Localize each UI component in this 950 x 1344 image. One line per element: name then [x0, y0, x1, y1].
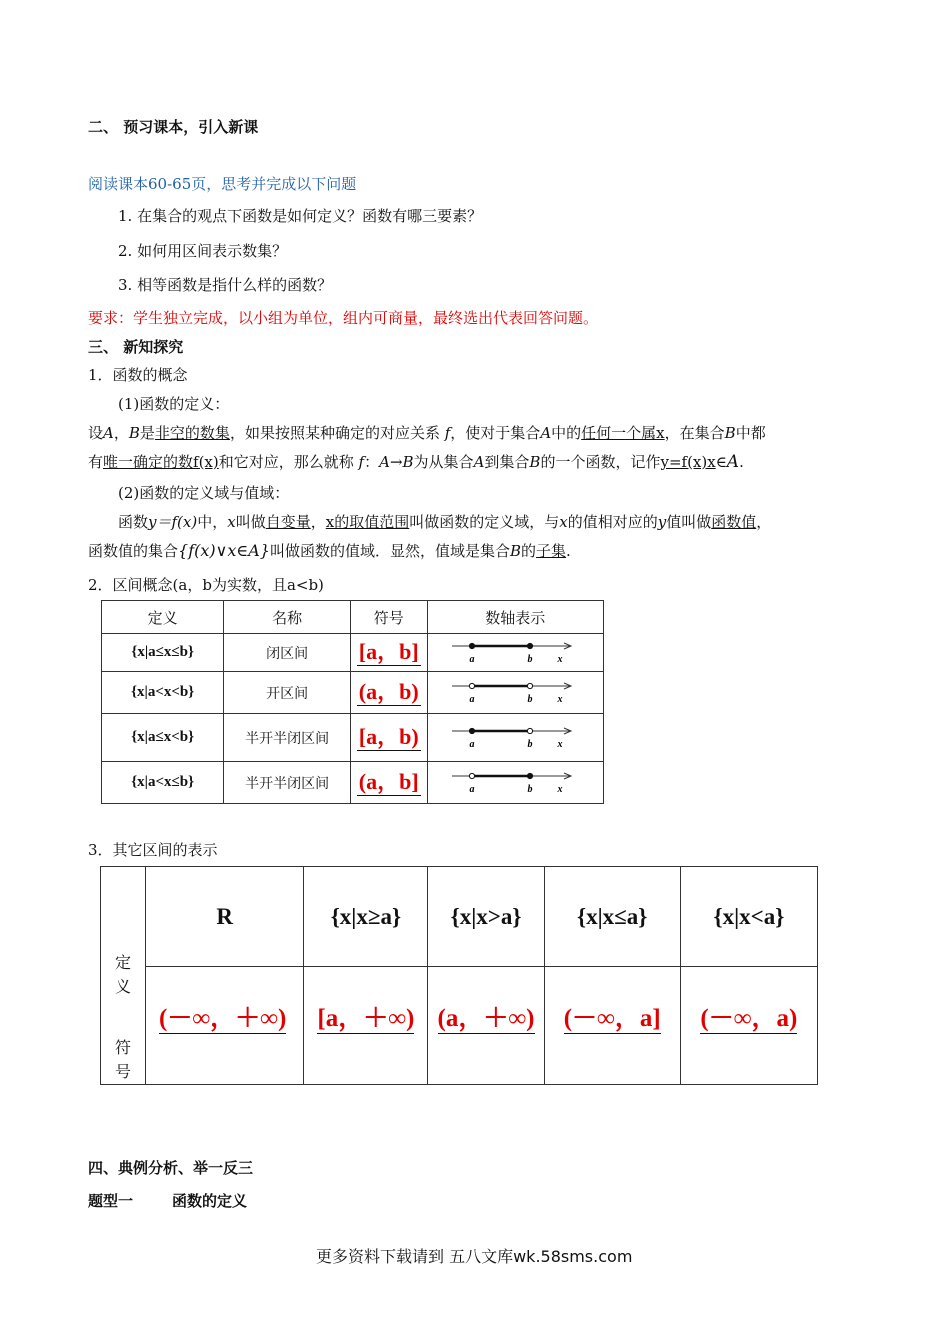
left-endpoint: [470, 773, 475, 778]
right-endpoint: [528, 773, 533, 778]
left-endpoint-label: a: [469, 783, 475, 795]
symbol-cell: (－∞，a): [700, 1005, 798, 1032]
number-line: [450, 721, 580, 751]
question-3: 3. 相等函数是指什么样的函数？: [118, 276, 333, 294]
section-3-title: 三、 新知探究: [88, 338, 184, 356]
definition-line-2: 有唯一确定的数f(x)和它对应，那么就称 f：A→B为从集合A到集合B的一个函数，记作y=f(x)x∈A.: [88, 452, 744, 472]
left-endpoint-label: a: [469, 653, 475, 665]
function-concept-heading: 1．函数的概念: [88, 366, 188, 384]
interval-name: 开区间: [224, 672, 351, 714]
interval-definition: {x|a<x≤b}: [131, 774, 195, 790]
def-cell: {x|x>a}: [428, 867, 544, 967]
interval-definition: {x|a≤x≤b}: [131, 644, 194, 660]
domain-range-heading: (2)函数的定义域与值域：: [118, 484, 290, 502]
interval-concept-heading: 2．区间概念(a，b为实数，且a<b): [88, 576, 324, 594]
number-line: [450, 766, 580, 796]
question-1: 1. 在集合的观点下函数是如何定义？函数有哪三要素？: [118, 207, 483, 225]
header-symbol: 符号: [350, 601, 427, 634]
section-4-title: 四、典例分析、举一反三: [88, 1159, 254, 1177]
right-endpoint: [528, 643, 533, 648]
range-line: 函数值的集合{f(x)∨x∈A}叫做函数的值域．显然，值域是集合B的子集.: [88, 541, 571, 560]
table-row: [102, 762, 604, 804]
header-definition: 定义: [102, 601, 224, 634]
axis-label: x: [557, 783, 563, 795]
number-line: [450, 676, 580, 706]
row-labels: [101, 867, 146, 1085]
question-type-label: 题型一: [88, 1192, 134, 1210]
right-endpoint: [528, 683, 533, 688]
label-symbol: 符号: [115, 1038, 132, 1081]
axis-label: x: [557, 738, 563, 750]
header-number-line: 数轴表示: [427, 601, 603, 634]
header-name: 名称: [224, 601, 351, 634]
def-cell: {x|x≤a}: [544, 867, 680, 967]
def-cell: R: [146, 867, 304, 967]
table-row: [102, 714, 604, 762]
question-type-name: 函数的定义: [172, 1192, 248, 1210]
question-2: 2. 如何用区间表示数集？: [118, 242, 288, 260]
symbol-cell: [a，＋∞): [317, 1005, 415, 1032]
left-endpoint: [470, 728, 475, 733]
section-2-title: 二、 预习课本，引入新课: [88, 118, 259, 136]
table-row: [102, 672, 604, 714]
other-intervals-heading: 3．其它区间的表示: [88, 841, 218, 859]
right-endpoint-label: b: [527, 738, 533, 750]
label-definition: 定义: [115, 953, 132, 996]
left-endpoint-label: a: [469, 693, 475, 705]
symbol-cell: (a，＋∞): [437, 1005, 535, 1032]
table-row: [102, 634, 604, 672]
domain-line: 函数y＝f(x)中，x叫做自变量，x的取值范围叫做函数的定义域，与x的值相对应的y值叫做函数值，: [118, 513, 772, 531]
left-endpoint: [470, 643, 475, 648]
def-cell: {x|x≥a}: [304, 867, 428, 967]
symbol-cell: (－∞，a]: [563, 1005, 661, 1032]
other-intervals-table: [100, 866, 818, 1085]
right-endpoint: [528, 728, 533, 733]
def-cell: {x|x<a}: [680, 867, 817, 967]
interval-symbol: [a，b]: [358, 639, 419, 664]
interval-name: 闭区间: [224, 634, 351, 672]
right-endpoint-label: b: [527, 783, 533, 795]
number-line: [450, 636, 580, 666]
right-endpoint-label: b: [527, 653, 533, 665]
right-endpoint-label: b: [527, 693, 533, 705]
left-endpoint: [470, 683, 475, 688]
interval-table: [101, 600, 604, 804]
symbol-cell: (－∞，＋∞): [159, 1005, 287, 1032]
axis-label: x: [557, 653, 563, 665]
reading-instruction: 阅读课本60-65页，思考并完成以下问题: [88, 175, 357, 193]
footer-text: 更多资料下载请到 五八文库wk.58sms.com: [316, 1247, 633, 1266]
interval-definition: {x|a≤x<b}: [131, 729, 195, 745]
interval-definition: {x|a<x<b}: [131, 684, 195, 700]
interval-symbol: (a，b]: [358, 769, 419, 794]
axis-label: x: [557, 693, 563, 705]
function-definition-heading: (1)函数的定义：: [118, 395, 230, 413]
requirement-text: 要求：学生独立完成，以小组为单位，组内可商量，最终选出代表回答问题。: [88, 309, 599, 327]
left-endpoint-label: a: [469, 738, 475, 750]
interval-name: 半开半闭区间: [224, 714, 351, 762]
definition-line-1: 设A，B是非空的数集，如果按照某种确定的对应关系 f，使对于集合A中的任何一个属x，在集合B中都: [88, 424, 766, 442]
interval-symbol: (a，b): [358, 679, 419, 704]
interval-name: 半开半闭区间: [224, 762, 351, 804]
interval-symbol: [a，b): [358, 724, 419, 749]
